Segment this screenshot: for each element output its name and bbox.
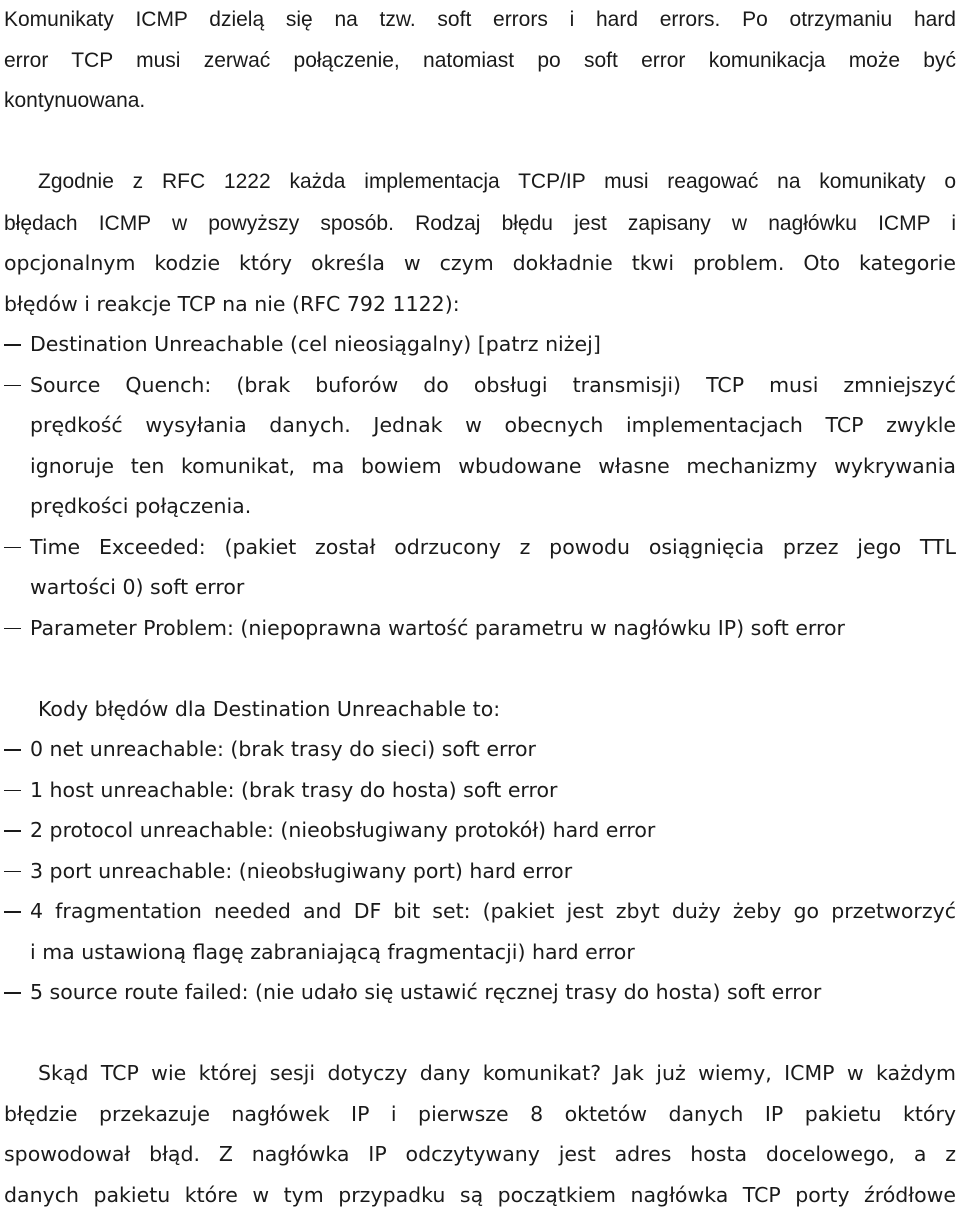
text-line: opcjonalnym kodzie który określa w czym dokładnie tkwi problem. Oto kategorie xyxy=(4,243,956,284)
list-item xyxy=(4,527,956,608)
text-line-mixed: błędach ICMP w powyższy sposób. Rodzaj błędu jest zapisany w nagłówku ICMP i xyxy=(4,212,956,235)
unreachable-codes-list xyxy=(4,729,956,1013)
list-item xyxy=(4,891,956,972)
text-line: Skąd TCP wie której sesji dotyczy dany komunikat? Jak już wiemy, ICMP w każdym xyxy=(4,1053,956,1094)
paragraph-session-lookup xyxy=(4,1053,956,1215)
text-line: spowodował błąd. Z nagłówka IP odczytywany jest adres hosta docelowego, a z xyxy=(4,1134,956,1175)
list-item-text: wartości 0) soft error xyxy=(4,567,956,608)
list-item xyxy=(4,365,956,527)
dash-bullet xyxy=(4,871,21,873)
list-item xyxy=(4,851,956,892)
paragraph-rfc-1222 xyxy=(4,162,956,324)
list-item-text: prędkość wysyłania danych. Jednak w obecnych implementacjach TCP zwykle xyxy=(4,405,956,446)
list-item xyxy=(4,972,956,1013)
list-item-text: Destination Unreachable (cel nieosiągalny) [patrz niżej] xyxy=(30,332,601,356)
dash-bullet xyxy=(4,385,21,387)
dash-bullet xyxy=(4,790,21,792)
text-line: Zgodnie z RFC 1222 każda implementacja TCP/IP musi reagować na komunikaty o xyxy=(4,162,956,203)
dash-bullet xyxy=(4,749,21,751)
icmp-category-list xyxy=(4,324,956,648)
list-item xyxy=(4,770,956,811)
paragraph-gap xyxy=(4,122,956,163)
list-item xyxy=(4,810,956,851)
list-item xyxy=(4,324,956,365)
text-line: danych pakietu które w tym przypadku są początkiem nagłówka TCP porty źródłowe xyxy=(4,1175,956,1215)
list-item-text: prędkości połączenia. xyxy=(4,486,956,527)
text-line: Komunikaty ICMP dzielą się na tzw. soft errors i hard errors. Po otrzymaniu hard xyxy=(4,0,956,41)
codes-heading: Kody błędów dla Destination Unreachable to: xyxy=(4,689,956,730)
dash-bullet xyxy=(4,992,21,994)
list-item-text: 1 host unreachable: (brak trasy do hosta) soft error xyxy=(30,778,557,802)
dash-bullet xyxy=(4,344,21,346)
document-page xyxy=(4,0,956,1215)
text-line: błędzie przekazuje nagłówek IP i pierwsze 8 oktetów danych IP pakietu który xyxy=(4,1094,956,1135)
text-line: kontynuowana. xyxy=(4,81,956,122)
text-line: błędów i reakcje TCP na nie (RFC 792 1122): xyxy=(4,284,956,325)
list-item-text: 5 source route failed: (nie udało się ustawić ręcznej trasy do hosta) soft error xyxy=(30,980,821,1004)
list-item-text: Parameter Problem: (niepoprawna wartość parametru w nagłówku IP) soft error xyxy=(30,616,845,640)
paragraph-gap xyxy=(4,1013,956,1054)
list-item-text: 0 net unreachable: (brak trasy do sieci) soft error xyxy=(30,737,536,761)
list-item-text: 2 protocol unreachable: (nieobsługiwany protokół) hard error xyxy=(30,818,655,842)
list-item-text: 4 fragmentation needed and DF bit set: (pakiet jest zbyt duży żeby go przetworzyć xyxy=(30,899,956,923)
dash-bullet xyxy=(4,911,21,913)
text-line: error TCP musi zerwać połączenie, natomiast po soft error komunikacja może być xyxy=(4,41,956,82)
list-item-text: 3 port unreachable: (nieobsługiwany port) hard error xyxy=(30,859,572,883)
list-item xyxy=(4,729,956,770)
list-item-text: Time Exceeded: (pakiet został odrzucony z powodu osiągnięcia przez jego TTL xyxy=(30,535,956,559)
paragraph-error-types xyxy=(4,0,956,122)
paragraph-gap xyxy=(4,648,956,689)
dash-bullet xyxy=(4,547,21,549)
list-item-text: ignoruje ten komunikat, ma bowiem wbudowane własne mechanizmy wykrywania xyxy=(4,446,956,487)
list-item-text: i ma ustawioną flagę zabraniającą fragmentacji) hard error xyxy=(4,932,956,973)
text-line xyxy=(4,203,956,244)
dash-bullet xyxy=(4,830,21,832)
dash-bullet xyxy=(4,628,21,630)
list-item-text: Source Quench: (brak buforów do obsługi transmisji) TCP musi zmniejszyć xyxy=(30,373,956,397)
list-item xyxy=(4,608,956,649)
